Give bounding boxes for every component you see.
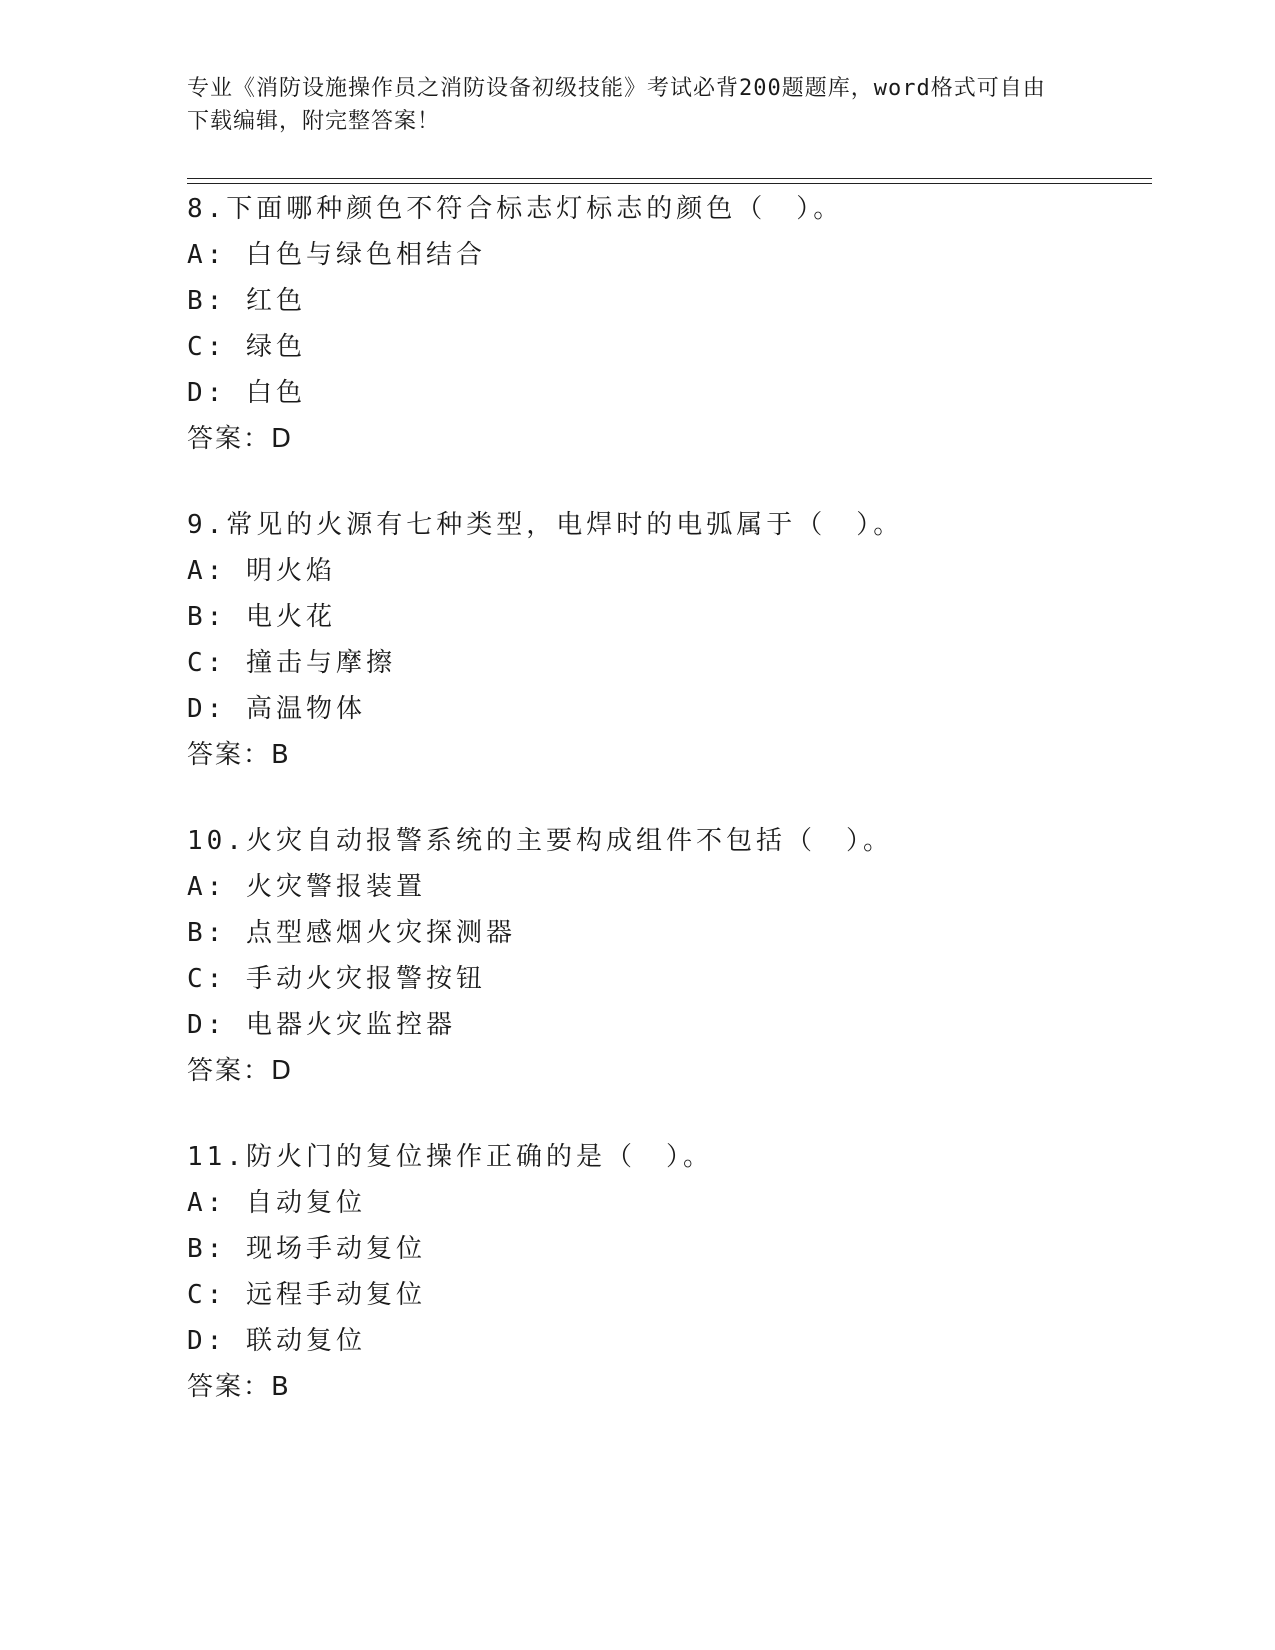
option-a: A: 自动复位	[187, 1188, 366, 1218]
question-stem: 8.下面哪种颜色不符合标志灯标志的颜色（ ）。	[187, 194, 844, 224]
option-a: A: 火灾警报装置	[187, 872, 426, 902]
question-block	[187, 818, 1147, 1094]
answer-line: 答案：D	[187, 424, 294, 454]
option-a: A: 明火焰	[187, 556, 336, 586]
option-d: D: 电器火灾监控器	[187, 1010, 456, 1040]
option-c: C: 手动火灾报警按钮	[187, 964, 486, 994]
question-stem: 10.火灾自动报警系统的主要构成组件不包括（ ）。	[187, 826, 893, 856]
option-b: B: 点型感烟火灾探测器	[187, 918, 516, 948]
option-d: D: 高温物体	[187, 694, 366, 724]
option-a: A: 白色与绿色相结合	[187, 240, 486, 270]
option-b: B: 电火花	[187, 602, 336, 632]
question-block	[187, 186, 1147, 462]
question-stem: 9.常见的火源有七种类型，电焊时的电弧属于（ ）。	[187, 510, 904, 540]
question-stem: 11.防火门的复位操作正确的是（ ）。	[187, 1142, 713, 1172]
option-b: B: 现场手动复位	[187, 1234, 426, 1264]
document-header: 专业《消防设施操作员之消防设备初级技能》考试必背200题题库，word格式可自由下载编辑，附完整答案！	[187, 76, 1046, 134]
option-c: C: 绿色	[187, 332, 306, 362]
answer-line: 答案：B	[187, 740, 291, 770]
answer-line: 答案：B	[187, 1372, 291, 1402]
option-c: C: 撞击与摩擦	[187, 648, 396, 678]
question-block	[187, 1134, 1147, 1410]
question-block	[187, 502, 1147, 778]
header-divider-bottom	[187, 183, 1152, 184]
option-c: C: 远程手动复位	[187, 1280, 426, 1310]
option-d: D: 联动复位	[187, 1326, 366, 1356]
answer-line: 答案：D	[187, 1056, 294, 1086]
header-divider-top	[187, 178, 1152, 179]
option-d: D: 白色	[187, 378, 306, 408]
option-b: B: 红色	[187, 286, 306, 316]
